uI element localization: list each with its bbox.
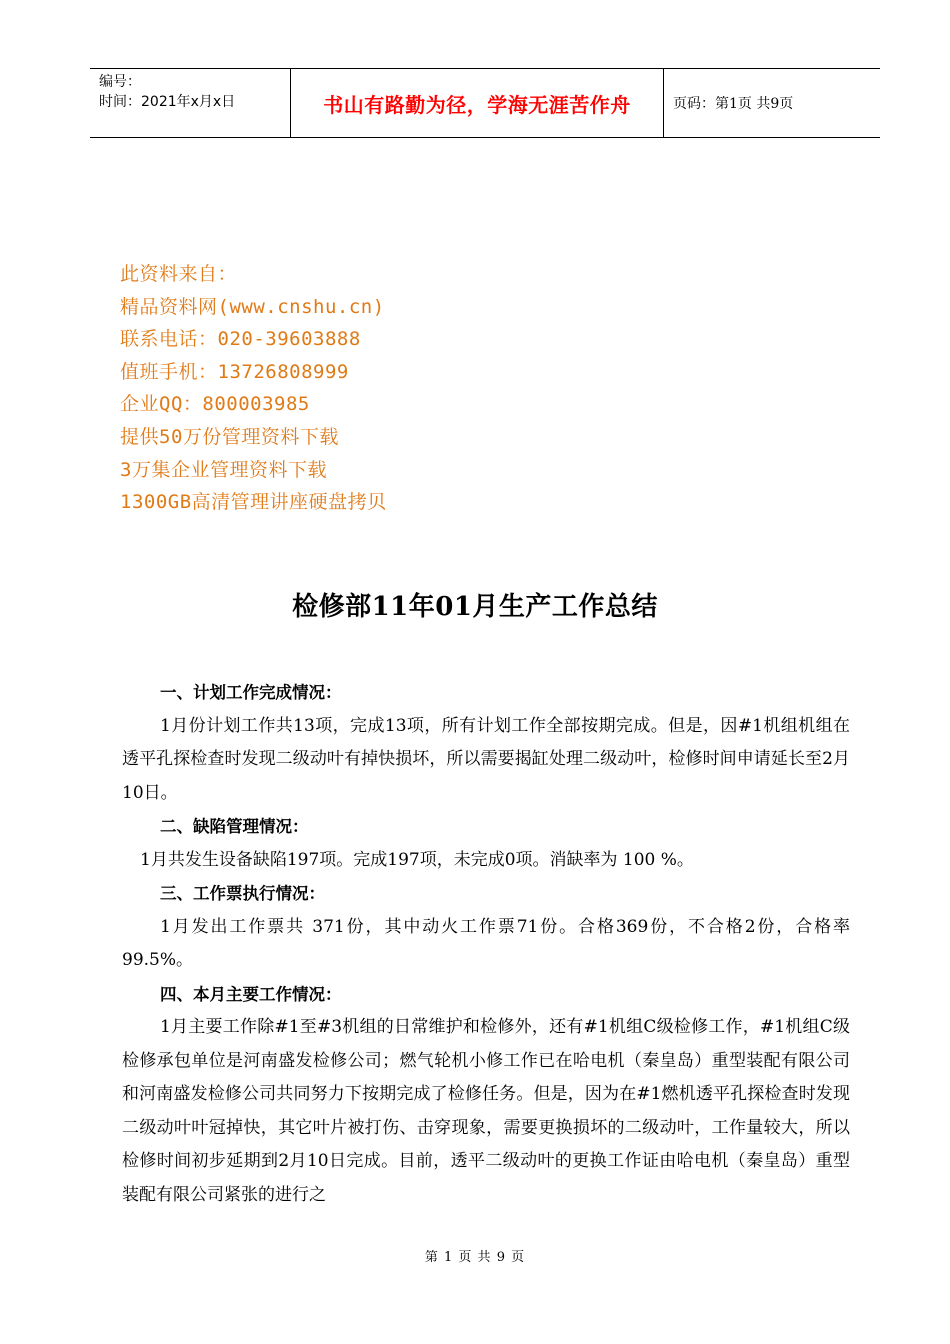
section-paragraph: 1月共发生设备缺陷197项。完成197项，未完成0项。消缺率为 100 %。: [140, 849, 694, 870]
source-info-block: [120, 258, 387, 519]
source-phone-line: 联系电话：020-39603888: [120, 328, 361, 351]
source-mobile-line: 值班手机：13726808999: [120, 360, 349, 383]
source-qq-line: 企业QQ：800003985: [120, 393, 310, 416]
section-paragraph: 1月发出工作票共 371份，其中动火工作票71份。合格369份，不合格2份，合格率99.5%。: [122, 916, 850, 970]
header-page-label: 页码：第1页 共9页: [673, 96, 794, 112]
source-line: 此资料来自：: [120, 263, 238, 285]
header-page-cell: [664, 69, 880, 137]
page-header: [90, 68, 880, 138]
source-website-line: 精品资料网(www.cnshu.cn): [120, 295, 385, 318]
doc-time-label: 时间：2021年x月x日: [99, 94, 236, 110]
header-motto-cell: [290, 69, 664, 137]
source-offer-line: 3万集企业管理资料下载: [120, 458, 327, 481]
source-offer-line: 提供50万份管理资料下载: [120, 425, 339, 448]
section-paragraph: 1月主要工作除#1至#3机组的日常维护和检修外，还有#1机组C级检修工作，#1机组C级检修承包单位是河南盛发检修公司；燃气轮机小修工作已在哈电机（秦皇岛）重型装配有限公司和河南盛发检修公司共同努力下按期完成了检修任务。但是，因为在#1燃机透平孔探检查时发现二级动叶叶冠掉快，其它叶片被打伤、击穿现象，需要更换损坏的二级动叶，工作量较大，所以检修时间初步延期到2月10日完成。目前，透平二级动叶的更换工作证由哈电机（秦皇岛）重型装配有限公司紧张的进行之: [122, 1017, 850, 1205]
page-footer: 第 1 页 共 9 页: [424, 1250, 526, 1265]
document-title: 检修部11年01月生产工作总结: [292, 592, 658, 622]
section-heading: 四、本月主要工作情况：: [160, 984, 342, 1004]
section-paragraph: 1月份计划工作共13项，完成13项，所有计划工作全部按期完成。但是，因#1机组机组在透平孔探检查时发现二级动叶有掉快损坏，所以需要揭缸处理二级动叶，检修时间申请延长至2月10日。: [122, 715, 850, 803]
section-heading: 一、计划工作完成情况：: [160, 683, 342, 702]
doc-number-label: 编号：: [99, 74, 141, 90]
header-motto: 书山有路勤为径，学海无涯苦作舟: [323, 92, 631, 117]
header-meta: [90, 69, 290, 137]
section-heading: 三、工作票执行情况：: [160, 884, 325, 903]
section-heading: 二、缺陷管理情况：: [160, 817, 309, 836]
document-body: [122, 676, 850, 1212]
source-offer-line: 1300GB高清管理讲座硬盘拷贝: [120, 491, 387, 514]
